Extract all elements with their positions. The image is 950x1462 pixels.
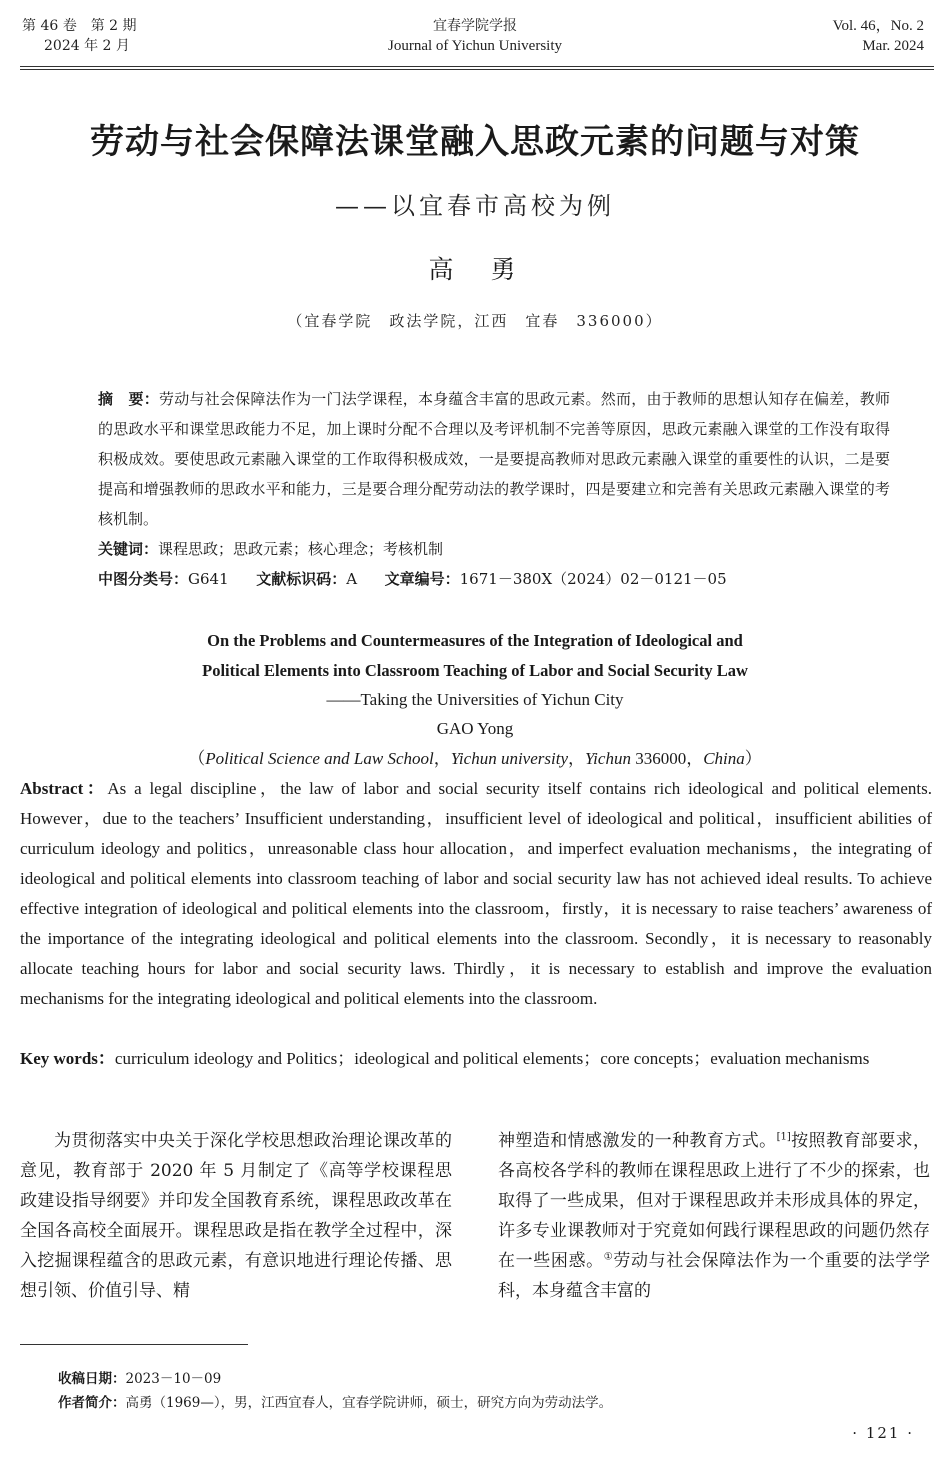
- abstract-cn-block: [60, 384, 890, 594]
- body-right-text-2: 按照教育部要求，各高校各学科的教师在课程思政上进行了不少的探索，也取得了一些成果，但对于课程思政并未形成具体的界定，许多专业课教师对于究竟如何践行课程思政的问题仍然存在一些困惑。: [498, 1131, 931, 1271]
- english-title-line-2: Political Elements into Classroom Teaching of Labor and Social Security Law: [202, 661, 748, 680]
- body-column-left: [20, 1126, 452, 1306]
- bio-label: 作者简介：: [58, 1395, 126, 1411]
- citation-ref[interactable]: [1]: [776, 1131, 791, 1143]
- english-author: GAO Yong: [436, 719, 514, 738]
- abstract-cn: [60, 384, 890, 534]
- author-bio: [58, 1392, 612, 1414]
- english-keywords-label: Key words：: [20, 1049, 115, 1068]
- clc-value: G641: [188, 570, 229, 588]
- body-column-right: [498, 1126, 930, 1306]
- volume-en: Vol. 46，No. 2: [832, 18, 924, 34]
- header-divider: [20, 66, 934, 70]
- english-title: [0, 626, 950, 686]
- body-right-text-1: 神塑造和情感激发的一种教育方式。: [498, 1131, 777, 1151]
- article-title: 劳动与社会保障法课堂融入思政元素的问题与对策: [90, 122, 860, 162]
- footnote-marker[interactable]: ①: [603, 1251, 614, 1263]
- page-number: · 121 ·: [852, 1424, 914, 1442]
- abstract-cn-text: 劳动与社会保障法作为一门法学课程，本身蕴含丰富的思政元素。然而，由于教师的思想认知存在偏差，教师的思政水平和课堂思政能力不足，加上课时分配不合理以及考评机制不完善等原因，思政元素融入课堂的工作没有取得积极成效。要使思政元素融入课堂的工作取得积极成效，一是要提高教师对思政元素融入课堂的重要性的认识，二是要提高和增强教师的思政水平和能力，三是要合理分配劳动法的教学课时，四是要建立和完善有关思政元素融入课堂的考核机制。: [98, 390, 890, 528]
- body-paragraph-right: [498, 1126, 930, 1306]
- english-abstract: [20, 774, 932, 1014]
- body-right-text-3: 劳动与社会保障法作为一个重要的法学学科，本身蕴含丰富的: [498, 1251, 931, 1301]
- header-center: [0, 16, 950, 56]
- body-paragraph-left: 为贯彻落实中央关于深化学校思想政治理论课改革的意见，教育部于 2020 年 5 月制定了《高等学校课程思政建设指导纲要》并印发全国教育系统，课程思政改革在全国各高校全面展开。课程思政是指在教学全过程中，深入挖掘课程蕴含的思政元素，有意识地进行理论传播、思想引领、价值引导、精: [20, 1131, 452, 1301]
- footnote-divider: [20, 1344, 248, 1345]
- journal-name-cn: 宜春学院学报: [433, 18, 517, 34]
- doc-code-value: A: [346, 570, 358, 588]
- clc-label: 中图分类号：: [98, 570, 189, 588]
- author-name: 高 勇: [428, 255, 522, 284]
- issue-date-cn: 2024 年 2 月: [44, 38, 130, 54]
- author-affiliation: （宜春学院 政法学院，江西 宜春 336000）: [287, 312, 663, 330]
- english-affiliation: （Political Science and Law School，Yichun university，Yichun 336000，China）: [188, 749, 762, 768]
- article-subtitle: ——以宜春市高校为例: [335, 192, 615, 220]
- english-keywords: [20, 1044, 932, 1074]
- journal-name-en: Journal of Yichun University: [387, 38, 562, 54]
- received-date: [58, 1368, 221, 1390]
- issue-date-en: Mar. 2024: [862, 38, 924, 54]
- received-value: 2023－10－09: [125, 1371, 222, 1387]
- keywords-cn-label: 关键词：: [98, 540, 159, 558]
- affil-code: 336000: [635, 749, 687, 768]
- article-no-value: 1671－380X（2024）02－0121－05: [459, 570, 727, 588]
- volume-issue: 第 46 卷 第 2 期: [22, 18, 137, 34]
- affil-city: Yichun: [584, 749, 631, 768]
- english-subtitle: ——Taking the Universities of Yichun City: [326, 690, 624, 709]
- header-right: [833, 16, 924, 56]
- affil-univ: Yichun university: [450, 749, 568, 768]
- keywords-cn: [60, 534, 890, 564]
- classification-line: [60, 564, 890, 594]
- affil-school: Political Science and Law School: [205, 749, 434, 768]
- english-title-line-1: On the Problems and Countermeasures of the Integration of Ideological and: [207, 631, 743, 650]
- english-keywords-text: curriculum ideology and Politics；ideological and political elements；core concepts；evaluation mechanisms: [114, 1049, 870, 1068]
- abstract-cn-label: 摘 要：: [98, 390, 159, 408]
- received-label: 收稿日期：: [58, 1371, 126, 1387]
- bio-text: 高勇（1969—），男，江西宜春人，宜春学院讲师，硕士，研究方向为劳动法学。: [125, 1395, 613, 1411]
- doc-code-label: 文献标识码：: [256, 570, 347, 588]
- english-abstract-text: As a legal discipline，the law of labor and social security itself contains rich ideological and political elements. However，due to the teachers’ Insufficient understanding，insufficient level of ideological and political，insufficient abilities of curriculum ideology and politics，unreasonable class hour allocation，and imperfect evaluation mechanisms，the integrating of ideological and political elements into classroom teaching of labor and social security law has not achieved ideal results. To achieve effective integration of ideological and political elements into the classroom，firstly，it is necessary to raise teachers’ awareness of the importance of the integrating ideological and political elements into the classroom. Secondly，it is necessary to reasonably allocate teaching hours for labor and social security laws. Thirdly，it is necessary to establish and improve the evaluation mechanisms for the integrating ideological and political elements into the classroom.: [20, 779, 932, 1008]
- keywords-cn-text: 课程思政；思政元素；核心理念；考核机制: [158, 540, 444, 558]
- article-no-label: 文章编号：: [384, 570, 460, 588]
- english-abstract-label: Abstract：: [20, 779, 108, 798]
- affil-country: China: [703, 749, 745, 768]
